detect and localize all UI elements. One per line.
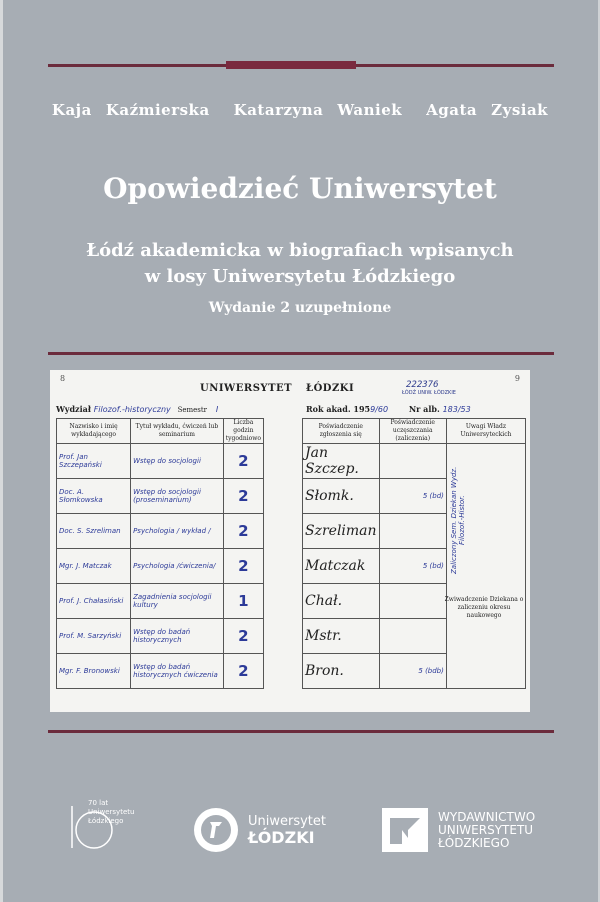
- university-name: [248, 814, 326, 846]
- wydzial-value: Filozof.-historyczny: [93, 405, 171, 414]
- lecturer-name: Prof. J. Chałasiński: [57, 584, 131, 619]
- lecturer-name: Prof. M. Sarzyński: [57, 619, 131, 654]
- doc-wydzial-line: [56, 404, 218, 414]
- doc-left-row: [57, 549, 264, 584]
- archival-index-document: [50, 370, 530, 712]
- signature-zgloszenie: Słomk.: [303, 479, 380, 514]
- col-header-zgloszenie: Poświadczenie zgłoszenia się: [303, 419, 380, 444]
- lecturer-name: Mgr. J. Matczak: [57, 549, 131, 584]
- hours-value: 2: [223, 444, 263, 479]
- signature-zgloszenie: Jan Szczep.: [303, 444, 380, 479]
- hours-value: 2: [223, 619, 263, 654]
- rule-below-document: [48, 730, 554, 733]
- doc-left-row: [57, 619, 264, 654]
- author-first-name-1: Kaja: [51, 101, 92, 119]
- doc-left-row: [57, 514, 264, 549]
- signature-zgloszenie: Matczak: [303, 549, 380, 584]
- course-title: Wstęp do socjologii: [131, 444, 224, 479]
- publisher-name: [438, 811, 535, 850]
- anniversary-logo: [60, 796, 148, 856]
- doc-stamp-text: ŁÓDŹ UNIW. ŁÓDZKIE: [402, 390, 456, 396]
- dean-note: Zwiwadczenie Dziekana o zaliczeniu okresu naukowego: [444, 596, 524, 619]
- author-first-name-2: Katarzyna: [233, 101, 324, 119]
- doc-page-number-left: 8: [60, 374, 66, 383]
- col-header-course: Tytuł wykładu, ćwiczeń lub seminarium: [131, 419, 224, 444]
- anniversary-text: 70 lat Uniwersytetu Łódzkiego: [88, 798, 135, 825]
- hours-value: 2: [223, 549, 263, 584]
- doc-left-row: [57, 479, 264, 514]
- hours-value: 1: [223, 584, 263, 619]
- course-title: Psychologia / wykład /: [131, 514, 224, 549]
- col-header-name: Nazwisko i imię wykładającego: [57, 419, 131, 444]
- grade-note: [379, 584, 446, 619]
- semestr-label: Semestr: [177, 406, 208, 414]
- publisher-line-2: UNIWERSYTETU: [438, 822, 534, 837]
- publisher-line-3: ŁÓDZKIEGO: [438, 835, 510, 850]
- grade-note: [379, 444, 446, 479]
- uwagi-stamp: Zaliczony Sem. Dziekan Wydz. Filozof.-Histor.: [450, 466, 466, 574]
- university-line-1: Uniwersytet: [248, 814, 326, 829]
- edition-label: Wydanie 2 uzupełnione: [208, 300, 392, 316]
- signature-zgloszenie: Mstr.: [303, 619, 380, 654]
- authors: [0, 101, 600, 119]
- doc-left-row: [57, 584, 264, 619]
- book-title: Opowiedzieć Uniwersytet: [103, 172, 497, 205]
- doc-header-left: UNIWERSYTET: [200, 383, 293, 394]
- grade-note: 5 (bd): [379, 549, 446, 584]
- col-header-zaliczenie: Poświadczenie uczęszczania (zaliczenia): [379, 419, 446, 444]
- col-header-uwagi: Uwagi Władz Uniwersyteckich: [446, 419, 525, 444]
- rule-above-document: [48, 352, 554, 355]
- lecturer-name: Prof. Jan Szczepański: [57, 444, 131, 479]
- wydzial-label: Wydział: [56, 404, 91, 414]
- course-title: Wstęp do badań historycznych: [131, 619, 224, 654]
- grade-note: 5 (bdb): [379, 654, 446, 689]
- publisher-line-1: WYDAWNICTWO: [438, 809, 536, 824]
- course-title: Psychologia /ćwiczenia/: [131, 549, 224, 584]
- publisher-icon: [382, 808, 428, 852]
- course-title: Wstęp do socjologii (proseminarium): [131, 479, 224, 514]
- grade-note: 5 (bd): [379, 479, 446, 514]
- signature-zgloszenie: Chał.: [303, 584, 380, 619]
- hours-value: 2: [223, 514, 263, 549]
- book-subtitle: [0, 238, 600, 290]
- cover-edge-left: [0, 0, 3, 902]
- lecturer-name: Mgr. F. Bronowski: [57, 654, 131, 689]
- author-last-name-3: Zysiak: [491, 101, 549, 119]
- doc-header-right: ŁÓDZKI: [306, 383, 355, 394]
- signature-zgloszenie: Bron.: [303, 654, 380, 689]
- author-last-name-2: Waniek: [337, 101, 403, 119]
- hours-value: 2: [223, 654, 263, 689]
- subtitle-line-2: w losy Uniwersytetu Łódzkiego: [144, 266, 456, 287]
- subtitle-line-1: Łódź akademicka w biografiach wpisanych: [86, 240, 514, 261]
- signature-zgloszenie: Szreliman: [303, 514, 380, 549]
- rok-value: 9/60: [370, 405, 389, 414]
- publisher-logo: [382, 808, 535, 852]
- doc-stamp-number: 222376: [406, 380, 439, 390]
- top-rule-accent: [226, 61, 356, 69]
- doc-left-row: [57, 444, 264, 479]
- lecturer-name: Doc. S. Szreliman: [57, 514, 131, 549]
- doc-rok-line: [306, 404, 471, 414]
- doc-left-row: [57, 654, 264, 689]
- doc-page-number-right: 9: [514, 374, 520, 383]
- nr-label: Nr alb.: [408, 404, 440, 414]
- university-line-2: ŁÓDZKI: [248, 828, 315, 847]
- author-last-name-1: Kaźmierska: [105, 101, 210, 119]
- grade-note: [379, 514, 446, 549]
- author-first-name-3: Agata: [426, 101, 478, 119]
- col-header-hours: Liczba godzin tygodniowo: [223, 419, 263, 444]
- nr-value: 183/53: [442, 405, 471, 414]
- course-title: Zagadnienia socjologii kultury: [131, 584, 224, 619]
- university-logo: [192, 806, 326, 854]
- hours-value: 2: [223, 479, 263, 514]
- lecturer-name: Doc. A. Słomkowska: [57, 479, 131, 514]
- university-seal-icon: [192, 806, 240, 854]
- doc-left-table: [56, 418, 264, 689]
- rok-label: Rok akad. 195: [306, 404, 371, 414]
- grade-note: [379, 619, 446, 654]
- course-title: Wstęp do badań historycznych ćwiczenia: [131, 654, 224, 689]
- semestr-value: I: [215, 405, 219, 414]
